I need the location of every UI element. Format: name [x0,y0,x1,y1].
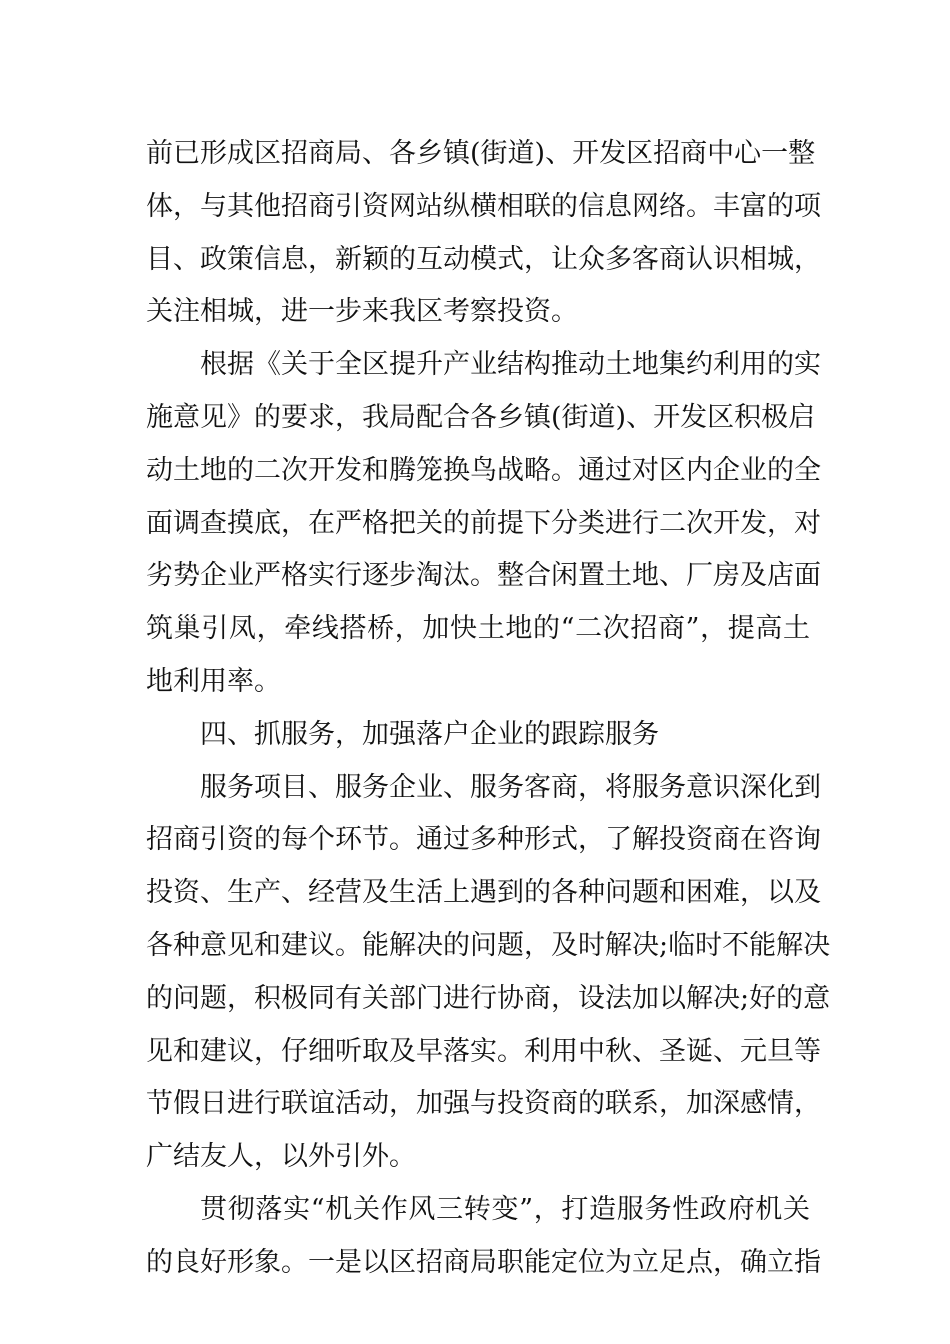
text-line: 关注相城，进一步来我区考察投资。 [146,296,578,328]
text-line: 前已形成区招商局、各乡镇(街道)、开发区招商中心一整 [146,138,816,169]
text-line: 筑巢引凤，牵线搭桥，加快土地的“二次招商”，提高土 [146,613,810,645]
text-line: 动土地的二次开发和腾笼换鸟战略。通过对区内企业的全 [146,454,821,486]
text-line: 各种意见和建议。能解决的问题，及时解决;临时不能解决 [146,929,831,961]
text-line: 的良好形象。一是以区招商局职能定位为立足点，确立指 [146,1246,821,1278]
body-text [146,128,831,1290]
text-line: 面调查摸底，在严格把关的前提下分类进行二次开发，对 [146,507,821,539]
text-line: 根据《关于全区提升产业结构推动土地集约利用的实 [200,349,821,381]
text-line: 的问题，积极同有关部门进行协商，设法加以解决;好的意 [146,982,831,1014]
text-line: 贯彻落实“机关作风三转变”，打造服务性政府机关 [200,1193,810,1225]
text-line: 招商引资的每个环节。通过多种形式，了解投资商在咨询 [146,824,821,856]
text-line: 目、政策信息，新颖的互动模式，让众多客商认识相城， [146,243,821,275]
text-line: 施意见》的要求，我局配合各乡镇(街道)、开发区积极启 [146,401,816,433]
text-line: 广结友人，以外引外。 [146,1141,416,1173]
text-line: 体，与其他招商引资网站纵横相联的信息网络。丰富的项 [146,190,821,222]
text-line: 地利用率。 [146,665,281,697]
section-heading: 四、抓服务，加强落户企业的跟踪服务 [200,718,659,750]
text-line: 投资、生产、经营及生活上遇到的各种问题和困难，以及 [146,877,821,909]
text-line: 见和建议，仔细听取及早落实。利用中秋、圣诞、元旦等 [146,1035,821,1067]
text-line: 节假日进行联谊活动，加强与投资商的联系，加深感情， [146,1088,821,1120]
text-line: 劣势企业严格实行逐步淘汰。整合闲置土地、厂房及店面 [146,560,821,592]
text-line: 服务项目、服务企业、服务客商，将服务意识深化到 [200,771,821,803]
